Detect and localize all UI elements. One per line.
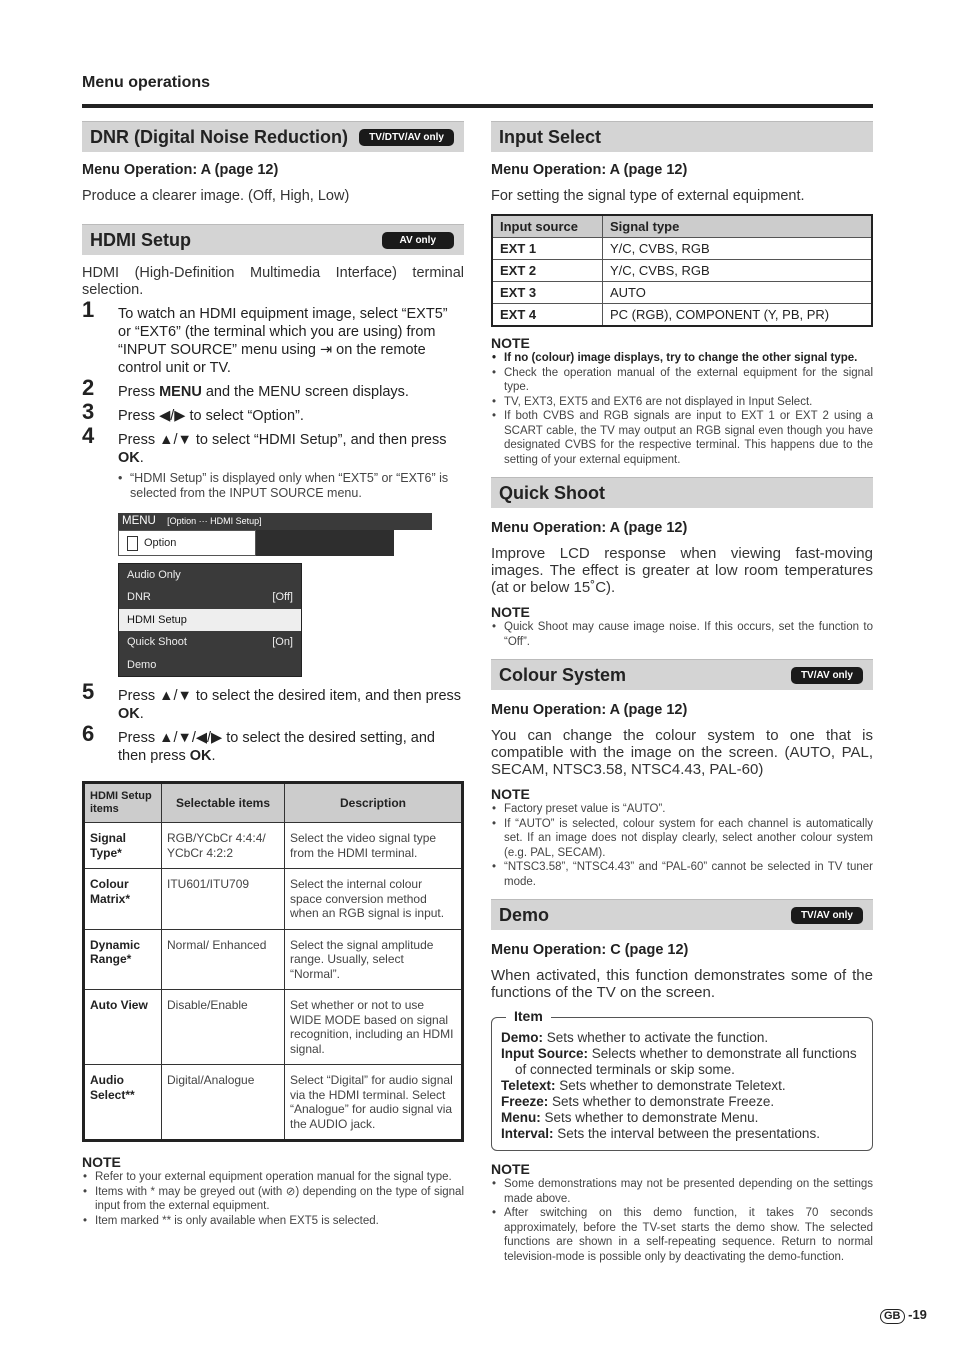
hdmi-note-item: • Items with * may be greyed out (with ⊘) depending on the type of signal input from the external equipment. (82, 1185, 464, 1214)
section-hdmi-title: HDMI Setup AV only (82, 224, 464, 255)
table-row (84, 823, 463, 869)
quick-shoot-menu-operation: Menu Operation: A (page 12) (491, 520, 688, 536)
section-dnr-title: DNR (Digital Noise Reduction) TV/DTV/AV only (82, 121, 464, 152)
table-cell: Auto View (84, 990, 162, 1065)
osd-menu-item[interactable] (119, 564, 301, 586)
table-header-cell: Signal type (603, 215, 873, 238)
table-header-cell: HDMI Setup items (84, 783, 162, 823)
dnr-menu-operation: Menu Operation: A (page 12) (82, 162, 279, 178)
hdmi-note-item: • Refer to your external equipment operation manual for the signal type. (82, 1170, 464, 1185)
osd-menu-item[interactable] (119, 631, 301, 653)
table-cell: Set whether or not to use WIDE MODE based on signal recognition, including an HDMI signal. (285, 990, 463, 1065)
table-header-cell: Description (285, 783, 463, 823)
table-cell: Digital/Analogue (162, 1065, 285, 1141)
table-cell: PC (RGB), COMPONENT (Y, PB, PR) (603, 304, 873, 327)
demo-item-box-label: Item (506, 1008, 551, 1024)
table-row (492, 282, 872, 304)
input-select-menu-operation: Menu Operation: A (page 12) (491, 162, 688, 178)
right-column (491, 121, 873, 1264)
quick-shoot-note-item: • Quick Shoot may cause image noise. If this occurs, set the function to “Off”. (491, 620, 873, 649)
input-select-note-item: • If no (colour) image displays, try to change the other signal type. (491, 351, 873, 366)
step-4: 4 Press ▲/▼ to select “HDMI Setup”, and then press OK. (82, 423, 447, 466)
input-select-description: For setting the signal type of external equipment. (491, 188, 805, 204)
table-header-row (492, 215, 872, 238)
input-select-note-item: • TV, EXT3, EXT5 and EXT6 are not displayed in Input Select. (491, 395, 873, 410)
quick-shoot-note-title: NOTE (491, 604, 530, 620)
table-cell: Colour Matrix* (84, 869, 162, 930)
page-header: Menu operations (82, 74, 211, 91)
colour-system-note-item: • “NTSC3.58”, “NTSC4.43” and “PAL-60” cannot be selected in TV tuner mode. (491, 860, 873, 889)
demo-item-box (491, 1008, 873, 1151)
section-demo-title: Demo TV/AV only (491, 899, 873, 930)
osd-menu-item-label: Audio Only (127, 569, 181, 581)
input-select-note-title: NOTE (491, 335, 530, 351)
table-cell: Audio Select** (84, 1065, 162, 1141)
osd-menu-item-label: HDMI Setup (127, 613, 187, 626)
table-cell: Y/C, CVBS, RGB (603, 260, 873, 282)
osd-item-list (118, 563, 302, 677)
page-number: -19 (908, 1307, 927, 1322)
table-row (84, 869, 463, 930)
demo-item: Interval: Sets the interval between the presentations. (501, 1126, 820, 1141)
osd-tab-area (256, 530, 394, 556)
demo-item: Input Source: Selects whether to demonstrate all functions of connected terminals or skip some. (501, 1046, 857, 1077)
step-number: 4 (82, 423, 95, 448)
region-badge: GB (880, 1309, 905, 1324)
colour-system-note-item: • If “AUTO” is selected, colour system for each channel is automatically set. If an image does not display clearly, select another colour system (e.g. PAL, SECAM). (491, 817, 873, 861)
step-5: 5 Press ▲/▼ to select the desired item, and then press OK. (82, 679, 462, 722)
dnr-description: Produce a clearer image. (Off, High, Low) (82, 188, 350, 204)
demo-badge: TV/AV only (791, 907, 863, 924)
left-column (82, 121, 464, 1228)
hdmi-intro: HDMI (High-Definition Multimedia Interface) terminal selection. (82, 265, 464, 298)
osd-menu-item-value: [On] (272, 636, 293, 649)
step-2: 2 Press MENU and the MENU screen displays. (82, 375, 409, 400)
demo-menu-operation: Menu Operation: C (page 12) (491, 942, 689, 958)
demo-note-item: • After switching on this demo function, it takes 70 seconds approximately, before the TV-set starts the demo show. The selected functions are shown in a self-repeating sequence. Return to normal television-mode is possible only by deactivating the demo-function. (491, 1206, 873, 1264)
osd-menu (82, 513, 464, 677)
table-cell: ITU601/ITU709 (162, 869, 285, 930)
table-cell: Select the signal amplitude range. Usually, select “Normal”. (285, 929, 463, 990)
table-cell: Signal Type* (84, 823, 162, 869)
table-cell: Y/C, CVBS, RGB (603, 238, 873, 260)
osd-menu-item[interactable] (119, 609, 301, 631)
hdmi-steps-2 (82, 679, 464, 765)
table-header-cell: Selectable items (162, 783, 285, 823)
step-number: 2 (82, 375, 95, 400)
hdmi-badge: AV only (382, 232, 454, 249)
osd-menu-titlebar: MENU [Option ··· HDMI Setup] (118, 513, 432, 530)
demo-item-list (501, 1030, 863, 1142)
hdmi-note-title: NOTE (82, 1154, 121, 1170)
table-cell: EXT 4 (492, 304, 603, 327)
table-row (84, 990, 463, 1065)
page-footer (880, 1307, 927, 1324)
input-select-note-item: • Check the operation manual of the external equipment for the signal type. (491, 366, 873, 395)
colour-system-menu-operation: Menu Operation: A (page 12) (491, 702, 688, 718)
table-cell: Select “Digital” for audio signal via the HDMI terminal. Select “Analogue” for audio signal via the AUDIO jack. (285, 1065, 463, 1141)
table-cell: Disable/Enable (162, 990, 285, 1065)
input-select-table (491, 214, 873, 327)
step-number: 5 (82, 679, 95, 704)
table-cell: EXT 1 (492, 238, 603, 260)
table-header-row (84, 783, 463, 823)
table-cell: RGB/YCbCr 4:4:4/ YCbCr 4:2:2 (162, 823, 285, 869)
input-select-note-item: • If both CVBS and RGB signals are input to EXT 1 or EXT 2 using a SCART cable, the TV may output an RGB signal even though you have designated CVBS for the respective terminal. This happens due to the setting of your external equipment. (491, 409, 873, 467)
table-cell: Select the video signal type from the HDMI terminal. (285, 823, 463, 869)
hdmi-note-item: • Item marked ** is only available when EXT5 is selected. (82, 1214, 464, 1229)
demo-item: Menu: Sets whether to demonstrate Menu. (501, 1110, 759, 1125)
dnr-badge: TV/DTV/AV only (359, 129, 454, 146)
colour-system-description: You can change the colour system to one that is compatible with the image on the screen. (AUTO, PAL, SECAM, NTSC3.58, NTSC4.43, PAL-60) (491, 727, 873, 778)
option-icon (127, 536, 138, 551)
table-cell: EXT 2 (492, 260, 603, 282)
osd-menu-item-label: Demo (127, 658, 157, 671)
table-cell: AUTO (603, 282, 873, 304)
osd-menu-item-label: DNR (127, 591, 151, 604)
colour-system-badge: TV/AV only (791, 667, 863, 684)
step-3: 3 Press ◀/▶ to select “Option”. (82, 399, 304, 424)
table-cell: EXT 3 (492, 282, 603, 304)
osd-menu-item-label: Quick Shoot (127, 636, 187, 649)
hdmi-steps (82, 297, 464, 467)
section-colour-system-title: Colour System TV/AV only (491, 659, 873, 690)
header-rule (82, 104, 873, 108)
table-cell: Select the internal colour space conversion method when an RGB signal is input. (285, 869, 463, 930)
osd-menu-item-value: [Off] (272, 591, 293, 604)
step-number: 6 (82, 721, 95, 746)
demo-item: Teletext: Sets whether to demonstrate Teletext. (501, 1078, 786, 1093)
osd-menu-item[interactable] (119, 654, 301, 676)
table-row (492, 260, 872, 282)
section-input-select-title: Input Select (491, 121, 873, 152)
demo-note-title: NOTE (491, 1161, 530, 1177)
demo-description: When activated, this function demonstrates some of the functions of the TV on the screen. (491, 967, 873, 1001)
demo-item: Freeze: Sets whether to demonstrate Freeze. (501, 1094, 775, 1109)
step4-bullet: • “HDMI Setup” is displayed only when “EXT5” or “EXT6” is selected from the INPUT SOURCE menu. (118, 471, 464, 501)
table-row (492, 238, 872, 260)
colour-system-note-title: NOTE (491, 786, 530, 802)
step-6: 6 Press ▲/▼/◀/▶ to select the desired setting, and then press OK. (82, 721, 435, 764)
quick-shoot-description: Improve LCD response when viewing fast-moving images. The effect is greater at low room temperatures (at or below 15˚C). (491, 545, 873, 596)
demo-note-item: • Some demonstrations may not be presented depending on the settings made above. (491, 1177, 873, 1206)
section-quick-shoot-title: Quick Shoot (491, 477, 873, 508)
step-number: 1 (82, 297, 95, 322)
demo-item: Demo: Sets whether to activate the function. (501, 1030, 769, 1045)
colour-system-note-item: • Factory preset value is “AUTO”. (491, 802, 873, 817)
osd-tab-option[interactable]: Option (118, 530, 256, 556)
step-1: 1 To watch an HDMI equipment image, select “EXT5” or “EXT6” (the terminal which you are using) from “INPUT SOURCE” menu using ⇥ on the remote control unit or TV. (82, 297, 448, 376)
table-row (84, 1065, 463, 1141)
table-header-cell: Input source (492, 215, 603, 238)
table-cell: Dynamic Range* (84, 929, 162, 990)
step-number: 3 (82, 399, 95, 424)
hdmi-setup-table (82, 781, 464, 1142)
table-row (492, 304, 872, 327)
table-row (84, 929, 463, 990)
osd-menu-item[interactable] (119, 586, 301, 608)
table-cell: Normal/ Enhanced (162, 929, 285, 990)
